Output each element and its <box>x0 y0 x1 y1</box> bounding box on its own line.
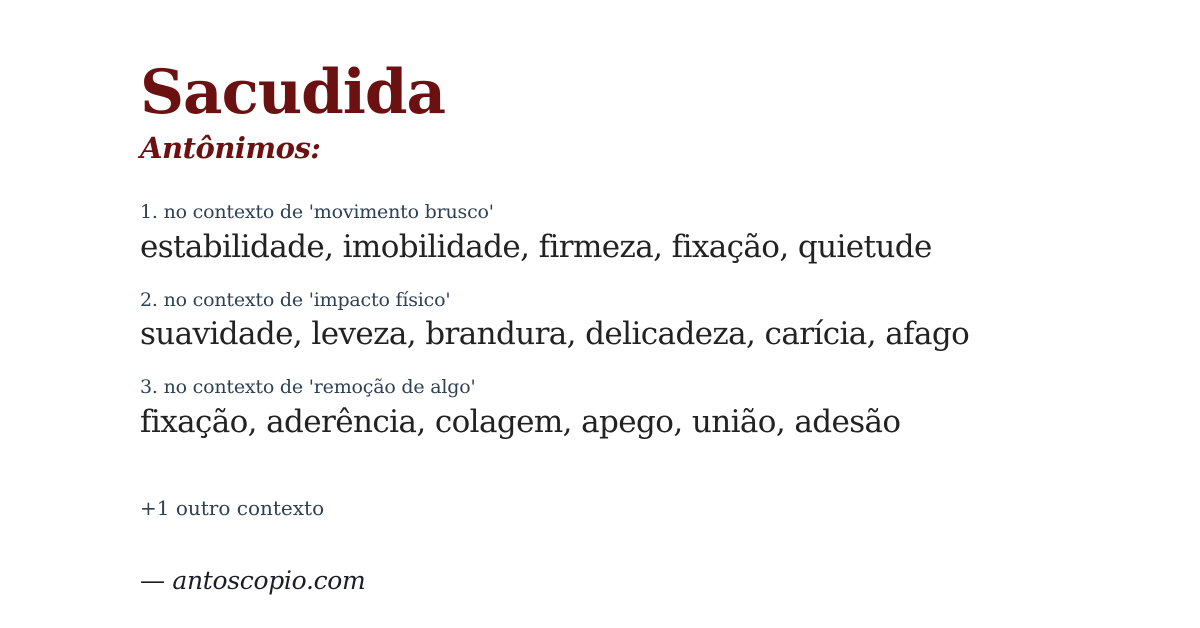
context-label: 1. no contexto de 'movimento brusco' <box>140 201 494 223</box>
page-title: Sacudida <box>140 57 446 128</box>
context-label: 2. no contexto de 'impacto físico' <box>140 288 451 311</box>
antonym-words: fixação, aderência, colagem, apego, união, adesão <box>140 403 901 440</box>
context-label: 3. no contexto de 'remoção de algo' <box>140 376 476 399</box>
antonym-words: estabilidade, imobilidade, firmeza, fixação, quietude <box>140 228 932 265</box>
contexts-list <box>140 201 1140 442</box>
antonym-context-2 <box>140 289 1140 355</box>
antonyms-heading: Antônimos: <box>140 131 321 165</box>
site-attribution: — antoscopio.com <box>140 565 366 595</box>
antonym-context-1 <box>140 201 1140 267</box>
antonym-words: suavidade, leveza, brandura, delicadeza, carícia, afago <box>140 316 970 353</box>
more-contexts-link[interactable]: +1 outro contexto <box>140 495 325 520</box>
antonym-context-3 <box>140 376 1140 442</box>
